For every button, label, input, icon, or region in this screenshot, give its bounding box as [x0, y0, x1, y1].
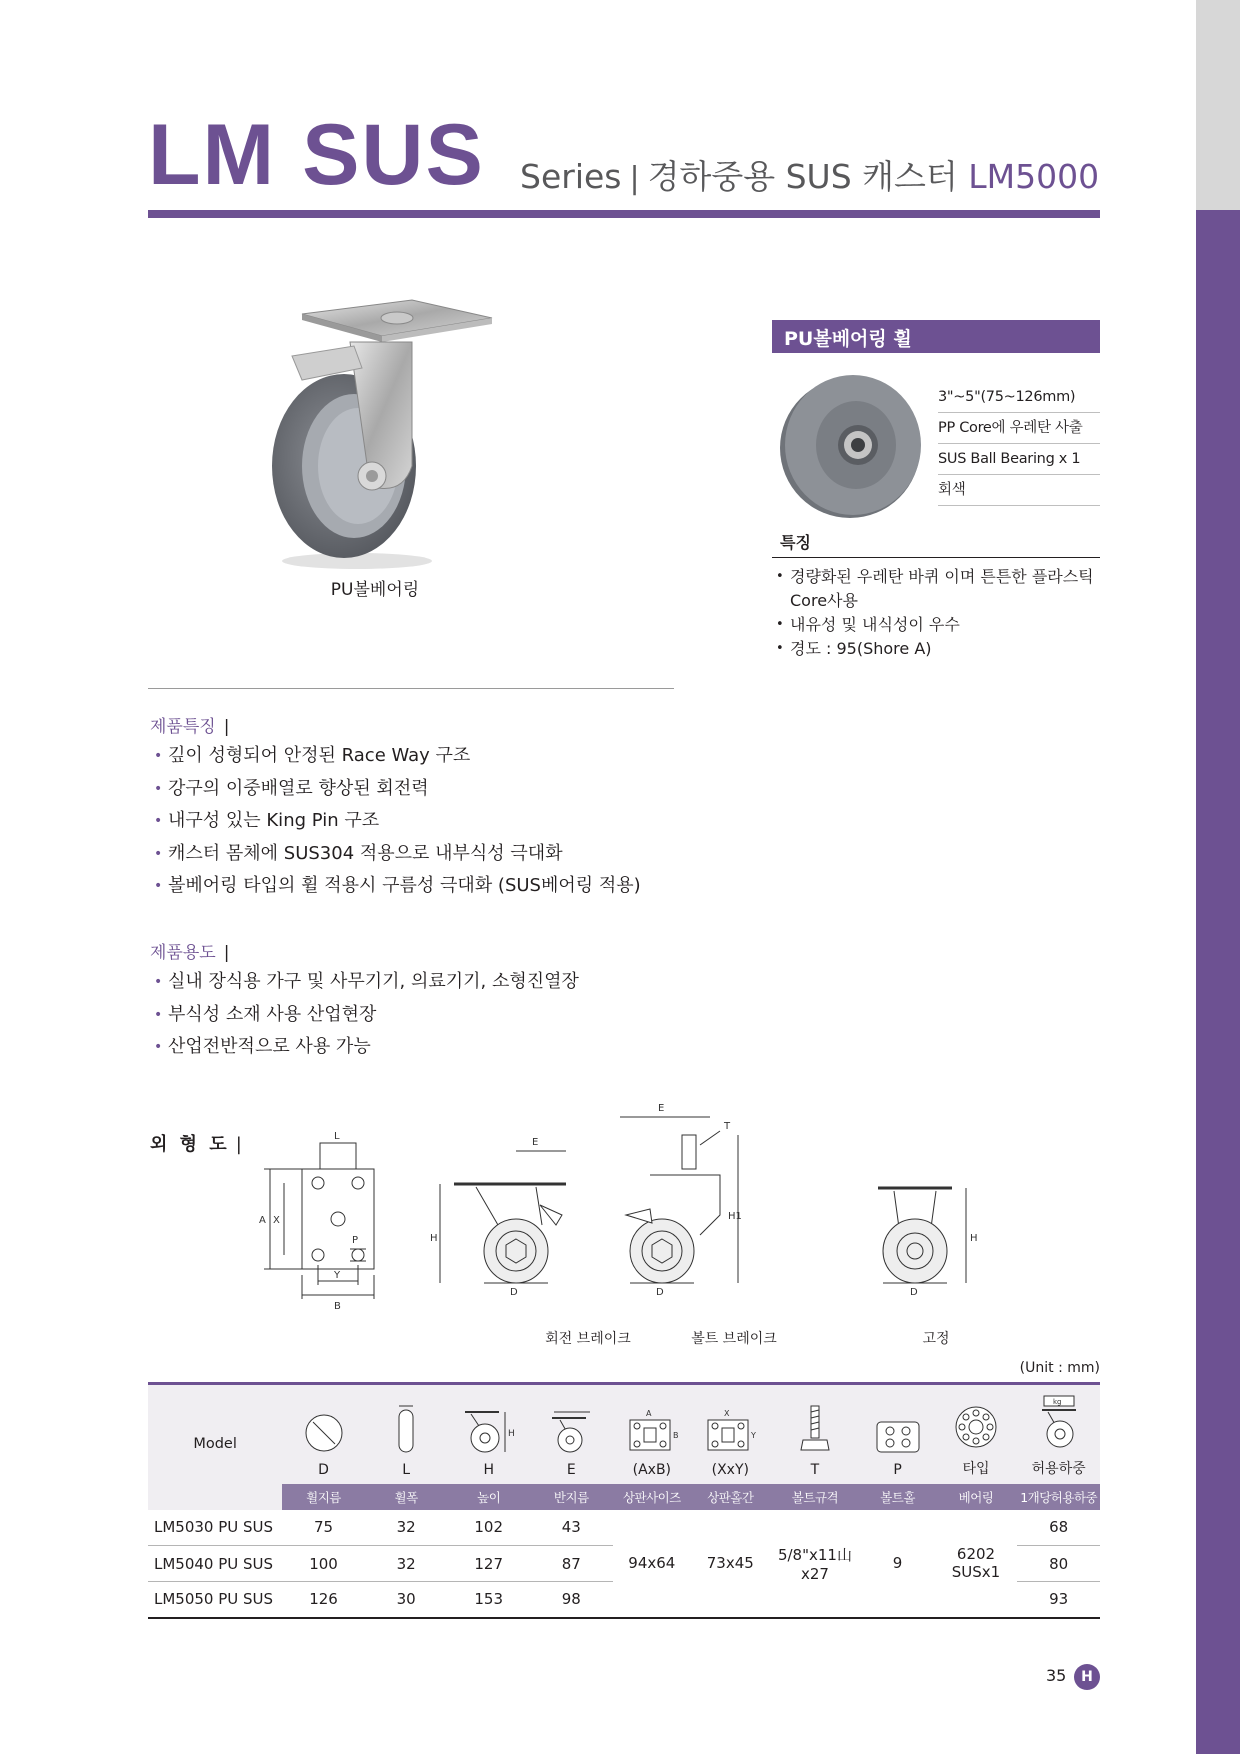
dim-label-l: L [334, 1131, 340, 1142]
product-usage-title-text: 제품용도 [150, 943, 216, 963]
caster-product-image [262, 296, 492, 571]
list-item: • 실내 장식용 가구 및 사무기기, 의료기기, 소형진열장 [150, 966, 579, 999]
brand-logo-icon: H [1074, 1664, 1100, 1690]
list-item: • 깊이 성형되어 안정된 Race Way 구조 [150, 740, 641, 773]
title-rule [148, 210, 1100, 218]
table-header-model: Model [148, 1384, 282, 1510]
dim-label-d: D [510, 1287, 518, 1298]
side-tab [1196, 0, 1240, 1754]
subtitle-text: 경하중용 SUS 캐스터 [647, 157, 958, 196]
dim-label-h1: H1 [728, 1211, 742, 1222]
bolt-brake-drawing [620, 1117, 738, 1283]
cell-p: 9 [860, 1510, 934, 1618]
column-code: D [318, 1461, 329, 1478]
wheel-spec-bearing: SUS Ball Bearing x 1 [938, 444, 1100, 475]
wheel-features-rule [772, 557, 1100, 558]
dim-label-e2: E [658, 1103, 665, 1114]
dim-label-b: B [334, 1301, 341, 1312]
dim-label-x: X [273, 1215, 280, 1226]
icon-label-a: A [645, 1408, 652, 1418]
column-kor-name: 휠폭 [365, 1484, 448, 1510]
wheel-diameter-icon [303, 1412, 345, 1454]
title-separator: | [629, 161, 640, 196]
table-header-p [860, 1384, 934, 1484]
column-kor-name: 볼트규격 [770, 1484, 861, 1510]
column-code: P [893, 1461, 902, 1478]
hole-spacing-icon [700, 1408, 760, 1454]
side-tab-top [1196, 0, 1240, 210]
page-subtitle [520, 157, 1100, 196]
radius-icon [546, 1408, 596, 1454]
cell-e: 98 [530, 1582, 613, 1618]
icon-label-b: B [672, 1430, 679, 1440]
cell-load: 80 [1017, 1546, 1100, 1582]
table-header-d [282, 1384, 365, 1484]
bolt-icon [795, 1404, 835, 1454]
dim-label-t: T [724, 1121, 731, 1132]
cell-h: 102 [447, 1510, 530, 1546]
product-usage-list [150, 966, 579, 1064]
caption-bolt-brake: 볼트 브레이크 [691, 1331, 777, 1347]
dimension-drawings [259, 1103, 1060, 1315]
cell-model: LM5030 PU SUS [148, 1510, 282, 1546]
column-code: 허용하중 [1031, 1460, 1086, 1477]
table-header-axb [613, 1384, 691, 1484]
cell-e: 87 [530, 1546, 613, 1582]
column-code: 타입 [962, 1460, 990, 1477]
wheel-features-title: 특징 [780, 533, 811, 552]
list-item: • 경량화된 우레탄 바퀴 이며 튼튼한 플라스틱 Core사용 [772, 565, 1107, 613]
list-item: • 강구의 이중배열로 향상된 회전력 [150, 773, 641, 806]
wheel-spec-list [938, 382, 1100, 506]
dim-label-p: P [352, 1235, 359, 1246]
bolt-hole-icon [875, 1420, 921, 1454]
table-header-bearing [935, 1384, 1018, 1484]
page-number: 35 [1046, 1666, 1067, 1685]
dim-label-e: E [532, 1137, 539, 1148]
fixed-caster-drawing [878, 1188, 966, 1283]
table-header-e [530, 1384, 613, 1484]
cell-h: 153 [447, 1582, 530, 1618]
list-item: • 부식성 소재 사용 산업현장 [150, 999, 579, 1032]
product-features-list [150, 740, 641, 903]
dim-label-d3: D [910, 1287, 918, 1298]
top-plate-drawing [264, 1143, 374, 1299]
title-bar: | [235, 1134, 245, 1155]
table-header-xxy [691, 1384, 769, 1484]
cell-d: 100 [282, 1546, 365, 1582]
list-item: • 경도 : 95(Shore A) [772, 637, 1107, 661]
plate-size-icon [622, 1408, 682, 1454]
column-kor-name: 반지름 [530, 1484, 613, 1510]
drawings-title [150, 1130, 245, 1156]
cell-load: 93 [1017, 1582, 1100, 1618]
table-header-t [770, 1384, 861, 1484]
bearing-icon [953, 1404, 999, 1450]
column-code: L [402, 1461, 411, 1478]
caster-caption: PU볼베어링 [330, 580, 420, 600]
cell-l: 30 [365, 1582, 448, 1618]
wheel-header: PU볼베어링 휠 [772, 320, 1100, 353]
cell-bearing: 6202 SUSx1 [935, 1510, 1018, 1618]
wheel-spec-color: 회색 [938, 475, 1100, 506]
column-kor-name: 높이 [447, 1484, 530, 1510]
product-usage-title [150, 938, 229, 963]
page-title: LM SUS [148, 107, 485, 203]
dim-label-y: Y [334, 1270, 341, 1281]
swivel-brake-drawing [440, 1151, 566, 1283]
list-item: • 내구성 있는 King Pin 구조 [150, 805, 641, 838]
icon-label-h: H [507, 1428, 515, 1439]
icon-label-y: Y [751, 1430, 757, 1440]
caption-swivel-brake: 회전 브레이크 [545, 1331, 631, 1347]
caption-fixed: 고정 [922, 1331, 950, 1347]
column-kor-name: 상판홀간 [691, 1484, 769, 1510]
cell-model: LM5040 PU SUS [148, 1546, 282, 1582]
dim-label-h: H [430, 1233, 438, 1244]
height-icon [459, 1408, 519, 1454]
cell-model: LM5050 PU SUS [148, 1582, 282, 1618]
column-code: H [483, 1461, 494, 1478]
cell-load: 68 [1017, 1510, 1100, 1546]
cell-d: 126 [282, 1582, 365, 1618]
title-bar: | [223, 943, 230, 963]
dim-label-d2: D [656, 1287, 664, 1298]
column-code: E [566, 1461, 576, 1478]
section-divider [148, 688, 674, 689]
cell-e: 43 [530, 1510, 613, 1546]
icon-label-x: X [724, 1408, 730, 1418]
cell-h: 127 [447, 1546, 530, 1582]
drawings-title-text: 외 형 도 [150, 1134, 230, 1155]
load-icon [1034, 1394, 1084, 1450]
table-header-h [447, 1384, 530, 1484]
cell-xxy: 73x45 [691, 1510, 769, 1618]
cell-l: 32 [365, 1510, 448, 1546]
wheel-width-icon [395, 1404, 417, 1454]
list-item: • 볼베어링 타입의 휠 적용시 구름성 극대화 (SUS베어링 적용) [150, 870, 641, 903]
title-bar: | [223, 717, 230, 737]
cell-l: 32 [365, 1546, 448, 1582]
dim-label-a: A [259, 1215, 266, 1226]
series-label: Series [520, 157, 622, 196]
wheel-image [778, 370, 928, 520]
cell-d: 75 [282, 1510, 365, 1546]
wheel-spec-core: PP Core에 우레탄 사출 [938, 413, 1100, 444]
table-header-load [1017, 1384, 1100, 1484]
column-kor-name: 볼트홀 [860, 1484, 934, 1510]
cell-t: 5/8"x11山x27 [770, 1510, 861, 1618]
column-code: (XxY) [711, 1461, 749, 1478]
column-kor-name: 휠지름 [282, 1484, 365, 1510]
wheel-spec-size: 3"~5"(75~126mm) [938, 382, 1100, 413]
product-features-title [150, 712, 229, 737]
list-item: • 산업전반적으로 사용 가능 [150, 1031, 579, 1064]
model-code: LM5000 [968, 157, 1100, 196]
list-item: • 내유성 및 내식성이 우수 [772, 613, 1107, 637]
column-kor-name: 상판사이즈 [613, 1484, 691, 1510]
unit-label: (Unit : mm) [1019, 1360, 1100, 1376]
spec-table [148, 1382, 1100, 1619]
icon-label-kg: kg [1052, 1397, 1062, 1406]
column-code: T [810, 1461, 820, 1478]
product-features-title-text: 제품특징 [150, 717, 216, 737]
column-code: (AxB) [632, 1461, 672, 1478]
list-item: • 캐스터 몸체에 SUS304 적용으로 내부식성 극대화 [150, 838, 641, 871]
wheel-features-list [772, 565, 1107, 661]
table-header-l [365, 1384, 448, 1484]
column-kor-name: 베어링 [935, 1484, 1018, 1510]
dim-label-h2: H [970, 1233, 978, 1244]
column-kor-name: 1개당허용하중 [1017, 1484, 1100, 1510]
table-row [148, 1510, 1100, 1546]
cell-axb: 94x64 [613, 1510, 691, 1618]
